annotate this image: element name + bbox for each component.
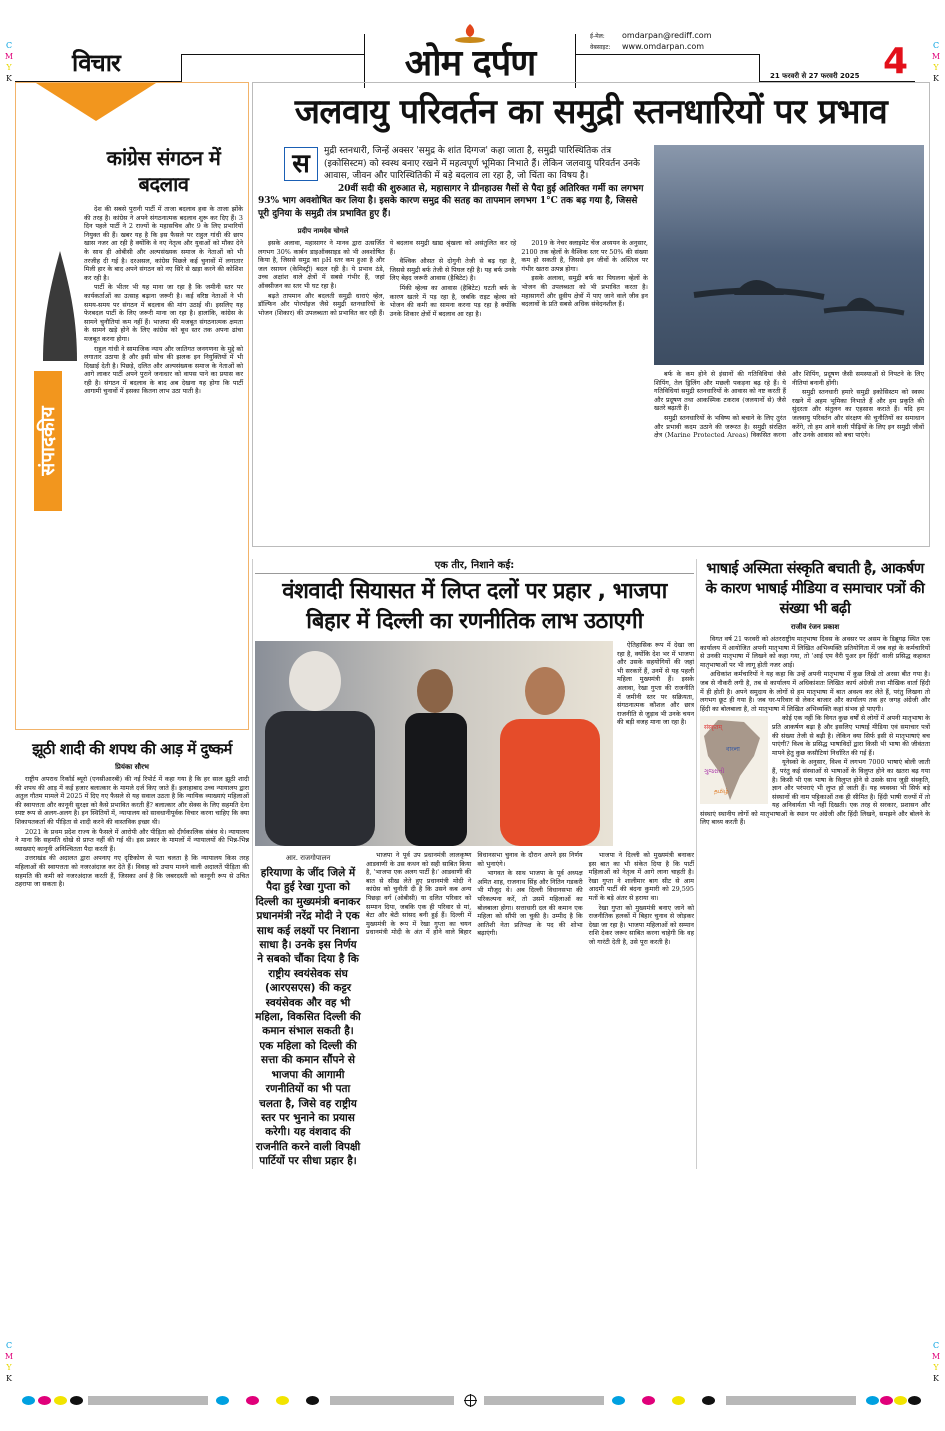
politics-article	[252, 559, 697, 1169]
cmyk-marks-bottom-right: C M Y K	[931, 1341, 941, 1383]
climate-byline: प्रदीप नामदेव चोगले	[297, 226, 349, 235]
modi-rekha-gupta-photo	[255, 641, 613, 846]
climate-headline: जलवायु परिवर्तन का समुद्री स्तनधारियों पर प्रभाव	[294, 92, 888, 132]
email-label: ई-मेल:	[590, 33, 605, 40]
politics-pull-column	[255, 851, 361, 1169]
registration-mark-icon	[464, 1394, 477, 1407]
editorial-triangle-icon	[36, 83, 156, 123]
cmyk-marks-top-left: C M Y K	[4, 41, 14, 83]
page-number: 4	[883, 41, 909, 82]
india-languages-map	[700, 716, 768, 804]
people-silhouette-icon	[255, 641, 613, 846]
climate-intro: मुद्री स्तनधारी, जिन्हें अक्सर 'समुद्र के शांत दिग्गज' कहा जाता है, समुद्री पारिस्थितिक तंत्र (इकोसिस्टम) को स्वस्थ बनाए रखने में महत्वपूर्ण भूमिका निभाते हैं। लेकिन जलवायु परिवर्तन उनके आवास, जीवन और पारिस्थितिकी में बड़े बदलाव ला रहा है, जो चिंता का विषय है।	[324, 146, 640, 181]
map-label: ગુજરાતી	[704, 768, 725, 776]
climate-right	[654, 145, 924, 440]
page-content	[15, 82, 930, 1169]
politics-text-row	[255, 851, 694, 1169]
crime-headline: झूठी शादी की शपथ की आड़ में दुष्कर्म	[32, 740, 232, 758]
language-article	[700, 559, 930, 828]
email-link[interactable]: omdarpan@rediff.com	[622, 31, 712, 40]
politics-kicker: एक तीर, निशाने कई:	[434, 560, 515, 571]
website-label: वेबसाइट:	[590, 44, 611, 51]
map-label: বাংলা	[726, 746, 740, 754]
left-column	[15, 82, 249, 890]
editorial-vertical-strip	[34, 371, 62, 511]
issue-date: 21 फरवरी से 27 फरवरी 2025	[770, 72, 860, 80]
header-rule	[181, 54, 364, 55]
language-body: विगत वर्ष 21 फरवरी को अंतरराष्ट्रीय मातृभाषा दिवस के अवसर पर असम के डिब्रूगढ़ स्थित एक कार्यालय में आयोजित अपनी मातृभाषा में लिखित अभिव्यक्ति प्रतियोगिता में जब वहां के कर्मचारियों से उनकी मातृभाषा में लिखने को कहा गया, तो 'आई एम वैरी पुअर इन हिंदी' वाली प्रसिद्ध कहावत मातृभाषाओं पर भी लागू होती नजर आई। अधिकांश कर्मचारियों ने यह कहा कि उन्हें अपनी मातृभाषा में कुछ लिखे तो अरसा बीत गया है। जब से नौकरी लगी है, तब से कार्यालय में अधिकांशतः लिखित कार्य अंग्रेजी तथा मौखिक वार्ता हिंदी में ही होती है। अपने समुदाय के लोगों से हम मातृभाषा में बात अवश्य कर लेते हैं, परंतु लिखना तो लगभग छूट ही गया है। जब घर-परिवार से लेकर बाजार और कार्यालय तक हर जगह अंग्रेजी और हिंदी का बोलबाला है, तो मातृभाषा में लिखित अभिव्यक्ति कहां संभव हो पाएगी। संस्कृतम् বাংলা ગુજરાતી தமிழ் कोई एक नहीं कि विगत कुछ वर्षों से लोगों में अपनी मातृभाषा के प्रति आकर्षण बढ़ा है और इसलिए भाषाई मीडिया एवं समाचार पत्रों की संख्या तेजी से बढ़ी है। लेकिन क्या सिर्फ इसी से मातृभाषाएं बच पाएंगी? विश्व के प्रसिद्ध भाषाविदों द्वारा किसी भी भाषा की जीवंतता मापने हेतु कुछ कसौटियां निर्धारित की गई हैं। यूनेस्को के अनुसार, विश्व में लगभग 7000 भाषाएं बोली जाती हैं, परंतु कई संस्थाओं से भाषाओं के विलुप्त होने का खतरा बढ़ गया है। किसी भी एक भाषा के विलुप्त होने से उसके साथ जुड़ी संस्कृति, ज्ञान और परंपराएं भी लुप्त हो जाती हैं। यह व्यवस्था भी सिर्फ बड़े संस्थानों की नाम पट्टिकाओं तक ही सीमित है। हिंदी भाषी राज्यों में तो यह अनिवार्यता भी नहीं दिखती। एक तरह से सरकार, प्रशासन और संस्थाएं स्थानीय लोगों को मातृभाषाओं के स्थान पर अंग्रेजी और हिंदी लिखने, समझने और बोलने के लिए बाध्य करती हैं।	[700, 635, 930, 827]
map-label: தமிழ்	[714, 788, 729, 796]
section-label: विचार	[72, 49, 120, 77]
header-rule	[181, 54, 182, 82]
climate-intro-block	[258, 145, 648, 220]
masthead-title: ओम दर्पण	[404, 43, 536, 84]
pen-nib-icon	[41, 251, 79, 361]
header-rule	[759, 54, 760, 82]
politics-headline-line2: बिहार में दिल्ली का रणनीतिक लाभ उठाएगी	[306, 609, 643, 634]
politics-side-text: ऐतिहासिक रूप में देखा जा रहा है, क्योंकि देश भर में भाजपा और उसके सहयोगियों की जहां भी सरकारें हैं, उनमें से यह पहली महिला मुख्यमंत्री हैं। इसके अलावा, रेखा गुप्ता की राजनीति में जमीनी स्तर पर सक्रियता, संगठनात्मक कौशल और छात्र राजनीति से जुड़ाव भी उनके चयन की बड़ी वजह माना जा रहा है।	[617, 641, 694, 727]
climate-content	[258, 145, 924, 440]
climate-body-left: इसके अलावा, महासागर ने मानव द्वारा उत्सर्जित लगभग 30% कार्बन डाइऑक्साइड को भी अवशोषित किया है, जिससे समुद्र का pH स्तर कम हुआ है और जल रसायन (केमिस्ट्री) बदल रही है। ये प्रभाव ठंडे, उच्च अक्षांश वाले क्षेत्रों में सबसे गंभीर हैं, जहां ऑक्सीजन का स्तर भी घट रहा है। बढ़ते तापमान और बदलती समुद्री धाराएं व्हेल, डॉल्फिन और पोरपॉइज जैसे समुद्री स्तनधारियों के भोजन (शिकार) की उपलब्धता को प्रभावित कर रही हैं। ये बदलाव समुद्री खाद्य श्रृंखला को असंतुलित कर रहे हैं। वैश्विक औसत से दोगुनी तेजी से बढ़ रहा है, जिससे समुद्री बर्फ तेजी से पिघल रही है। यह बर्फ उनके लिए बेहद जरूरी आवास (हैबिटेट) है। मिंकी व्हेल्स का आवास (हैबिटेट) घटती बर्फ के कारण खतरे में पड़ रहा है, जबकि राइट व्हेल्स को भोजन की कमी का सामना करना पड़ रहा है क्योंकि उनके शिकार क्षेत्रों में बदलाव आ रहा है। 2019 के नेचर क्लाइमेट चेंज अध्ययन के अनुसार, 2100 तक व्हेलों के वैश्विक स्तर पर 50% की संख्या कम हो सकती है, जिससे इन जीवों के अस्तित्व पर गंभीर खतरा उत्पन्न होगा। इसके अलावा, समुद्री बर्फ का पिघलना व्हेलों के भोजन की उपलब्धता को भी प्रभावित करता है। महासागरों और ध्रुवीय क्षेत्रों में पाए जाने वाले जीव इन बदलावों के प्रति सबसे अधिक संवेदनशील हैं।	[258, 239, 648, 318]
map-label: संस्कृतम्	[704, 724, 723, 732]
editorial-title: कांग्रेस संगठन में बदलाव	[106, 146, 221, 196]
header-rule	[576, 54, 759, 55]
editorial-box	[15, 82, 249, 730]
language-byline: राजीव रंजन प्रकाश	[790, 622, 840, 631]
dolphins-photo	[654, 145, 924, 365]
lamp-logo-icon	[453, 24, 487, 44]
language-headline: भाषाई अस्मिता संस्कृति बचाती है, आकर्षण के कारण भाषाई मीडिया व समाचार पत्रों की संख्या भी बढ़ी	[705, 561, 925, 617]
website-link[interactable]: www.omdarpan.com	[622, 42, 705, 51]
politics-body: भाजपा ने पूर्व उप प्रधानमंत्री लालकृष्ण आडवाणी के उस कथन को सही साबित किया है, 'भाजपा एक अलग पार्टी है।' आडवाणी की बात से सीख लेते हुए प्रधानमंत्री मोदी ने कांग्रेस को चुनौती दी है कि उसने कब अन्य पिछड़ा वर्ग (ओबीसी) या दलित परिवार को सम्मान दिया, जबकि एक ही परिवार से मां, बेटा और बेटी सांसद बनी हुई हैं। दिल्ली में मुख्यमंत्री के रूप में रेखा गुप्ता का चयन प्रधानमंत्री मोदी के अंत में होने वाले बिहार विधानसभा चुनाव के दौरान अपने इस निर्णय को भुनाएंगे। भागवत के साथ भाजपा के पूर्व अध्यक्ष अमित शाह, राजनाथ सिंह और नितिन गडकरी भी मौजूद थे। अब दिल्ली विधानसभा की परिकल्पना करें, तो उसमें महिलाओं का बोलबाला होगा। सत्ताधारी दल की कमान एक महिला को सौंपी जा चुकी है। उम्मीद है कि आतिशी नेता प्रतिपक्ष के पद की शोभा बढ़ाएंगी। भाजपा ने दिल्ली को मुख्यमंत्री बनाकर इस बात का भी संकेत दिया है कि पार्टी महिलाओं को नेतृत्व में आगे लाना चाहती है। रेखा गुप्ता ने शालीमार बाग सीट से आम आदमी पार्टी की बंदना कुमारी को 29,595 मतों के बड़े अंतर से हराया था। रेखा गुप्ता को मुख्यमंत्री बनाए जाने को राजनीतिक हलकों में बिहार चुनाव से जोड़कर देखा जा रहा है। भाजपा महिलाओं को सम्मान राशि देकर जरूर साबित करना चाहेगी कि वह जो गारंटी देती है, उसे पूरा करती है।	[366, 851, 694, 946]
dolphin-fins-icon	[654, 145, 924, 365]
lower-row	[252, 559, 930, 1169]
politics-photo-row	[255, 641, 694, 846]
drop-cap: स	[284, 147, 318, 181]
politics-byline: आर. राजगोपालन	[285, 854, 331, 862]
politics-headline	[255, 577, 694, 637]
climate-article	[252, 82, 930, 547]
crime-byline: प्रियंका सौरभ	[115, 762, 149, 771]
cmyk-marks-top-right: C M Y K	[931, 41, 941, 83]
crime-article	[15, 740, 249, 890]
right-column	[252, 82, 930, 1169]
climate-body-right: बर्फ के कम होने से इंसानों की गतिविधियां जैसे शिपिंग, तेल ड्रिलिंग और मछली पकड़ना बढ़ रहे हैं। ये गतिविधियां समुद्री स्तनधारियों के आवास को नष्ट करती हैं और प्रदूषण तथा आकस्मिक टकराव (जलयानों से) जैसे खतरे बढ़ाती हैं। समुद्री स्तनधारियों के भविष्य को बचाने के लिए तुरंत और प्रभावी कदम उठाने की जरूरत है। समुद्री संरक्षित क्षेत्र (Marine Protected Areas) विकसित करना और शिपिंग, प्रदूषण जैसी समस्याओं से निपटने के लिए नीतियां बनानी होंगी। समुद्री स्तनधारी हमारे समुद्री इकोसिस्टम को स्वस्थ रखने में अहम भूमिका निभाते हैं और हम प्रकृति की सुंदरता और संतुलन का एहसास कराते हैं। यदि हम जलवायु परिवर्तन और संरक्षण की चुनौतियों का समाधान करेंगे, तो हम आने वाली पीढ़ियों के लिए इन समुद्री जीवों और उनके आवास को बचा पाएंगे।	[654, 370, 924, 440]
kicker-rule	[255, 573, 694, 574]
crime-body: राष्ट्रीय अपराध रिकॉर्ड ब्यूरो (एनसीआरबी) की नई रिपोर्ट में कहा गया है कि हर साल झूठी शादी की शपथ की आड़ में कई हजार बलात्कार के मामले दर्ज किए जाते हैं। इलाहाबाद उच्च न्यायालय द्वारा अतुल गौतम मामले में 2025 में दिए गए फैसले से यह सवाल उठता है कि न्यायिक व्याख्याएं महिलाओं की स्वायत्तता और कानूनी सुरक्षा को कैसे प्रभावित करती हैं? बलात्कार और सेक्स के लिए सहमति देना स्पष्ट रूप से अलग-अलग है। इन स्थितियों में, न्यायालय को सावधानीपूर्वक विचार करना चाहिए कि क्या शिकायतकर्ता की पीड़िता से शादी करने की वास्तविक इच्छा थी। 2021 के प्रथम प्रदेश राज्य के फैसले में आरोपी और पीड़िता को दीर्घकालिक संबंध थे। न्यायालय ने माना कि सहमति धोखे से प्राप्त नहीं की गई थी। इस प्रकार के मामलों में न्यायालयों की भिन्न-भिन्न व्याख्याएं कानूनी अनिश्चितता पैदा करती हैं। उत्तराखंड की अदालत द्वारा अपनाए गए दृष्टिकोण से पता चलता है कि न्यायालय किस तरह महिलाओं की स्वायत्तता को नजरअंदाज कर देते हैं। विवाह को उपाय मानने वाली अदालतें पीड़िता की सहमति की कमी को नजरअंदाज करती हैं, जिसका अर्थ है कि जबरदस्ती को कानूनी रूप से उचित ठहराया जा सकता है।	[15, 775, 249, 889]
politics-headline-line1: वंशवादी सियासत में लिप्त दलों पर प्रहार , भाजपा	[282, 579, 667, 604]
climate-left	[258, 145, 648, 318]
cmyk-marks-bottom-left: C M Y K	[4, 1341, 14, 1383]
editorial-body: देश की सबसे पुरानी पार्टी में ताजा बदलाव हवा के ताजा झोंके की तरह है। कांग्रेस ने अपने संगठनात्मक बदलाव शुरू कर दिए हैं। 3 दिन पहले पार्टी ने 2 राज्यों के महासचिव और 9 के लिए प्रभारियों नियुक्त की हैं। खबर यह है कि इस फैसले पर राहुल गांधी की छाप खास नजर आ रही है क्योंकि वे नए नेतृत्व और युवाओं को मौका देने के साथ ही ओबीसी और अल्पसंख्यक समाज के नेताओं को भी तरजीह दी गई है। दरअसल, कांग्रेस पिछले कई चुनावों में लगातार मिली हार के बाद अपने संगठन को नए सिरे से खड़ा करने की कोशिश कर रही है। पार्टी के भीतर भी यह माना जा रहा है कि जमीनी स्तर पर कार्यकर्ताओं का उत्साह बढ़ाना जरूरी है। कई वरिष्ठ नेताओं ने भी समय-समय पर संगठन में बदलाव की मांग उठाई थी। इसलिए यह फेरबदल पार्टी के लिए जरूरी माना जा रहा है। हालांकि, कांग्रेस के सामने चुनौतियां कम नहीं हैं। भाजपा की मजबूत संगठनात्मक क्षमता के सामने खड़े होने के लिए कांग्रेस को बूथ स्तर तक अपना ढांचा मजबूत करना होगा। राहुल गांधी ने सामाजिक न्याय और जातिगत जनगणना के मुद्दे को लगातार उठाया है और इसी सोच की झलक इन नियुक्तियों में भी दिखाई देती है। पिछड़े, दलित और अल्पसंख्यक समाज के नेताओं को आगे लाकर पार्टी अपने पुराने जनाधार को वापस पाने का प्रयास कर रही है। संगठन में बदलाव के बाद अब देखना यह होगा कि पार्टी आगामी चुनावों में इसका कितना लाभ उठा पाती है।	[84, 205, 243, 396]
politics-pull-quote: हरियाणा के जींद जिले में पैदा हुई रेखा गुप्ता को दिल्ली का मुख्यमंत्री बनाकर प्रधानमंत्री नरेंद्र मोदी ने एक साथ कई लक्ष्यों पर निशाना साधा है। उनके इस निर्णय ने सबको चौंका दिया है कि राष्ट्रीय स्वयंसेवक संघ (आरएसएस) की कट्टर स्वयंसेवक और वह भी महिला, विकसित दिल्ली की कमान संभाल सकती है। एक महिला को दिल्ली की सत्ता की कमान सौंपने से भाजपा की आगामी रणनीतियों का भी पता चलता है, जिसे वह राष्ट्रीय स्तर पर भुनाने का प्रयास करेगी। यह वंशवाद की राजनीति करने वाली विपक्षी पार्टियों पर सीधा प्रहार है।	[255, 867, 361, 1168]
editorial-vertical-label: संपादकीय	[37, 406, 59, 476]
climate-intro-2: 20वीं सदी की शुरुआत से, महासागर ने ग्रीनहाउस गैसों से पैदा हुई अतिरिक्त गर्मी का लगभग 93% भाग अवशोषित कर लिया है। इसके कारण समुद्र की सतह का तापमान लगभग 1°C तक बढ़ गया है, जिससे पूरी दुनिया के समुद्री तंत्र प्रभावित हुए हैं।	[258, 183, 644, 219]
